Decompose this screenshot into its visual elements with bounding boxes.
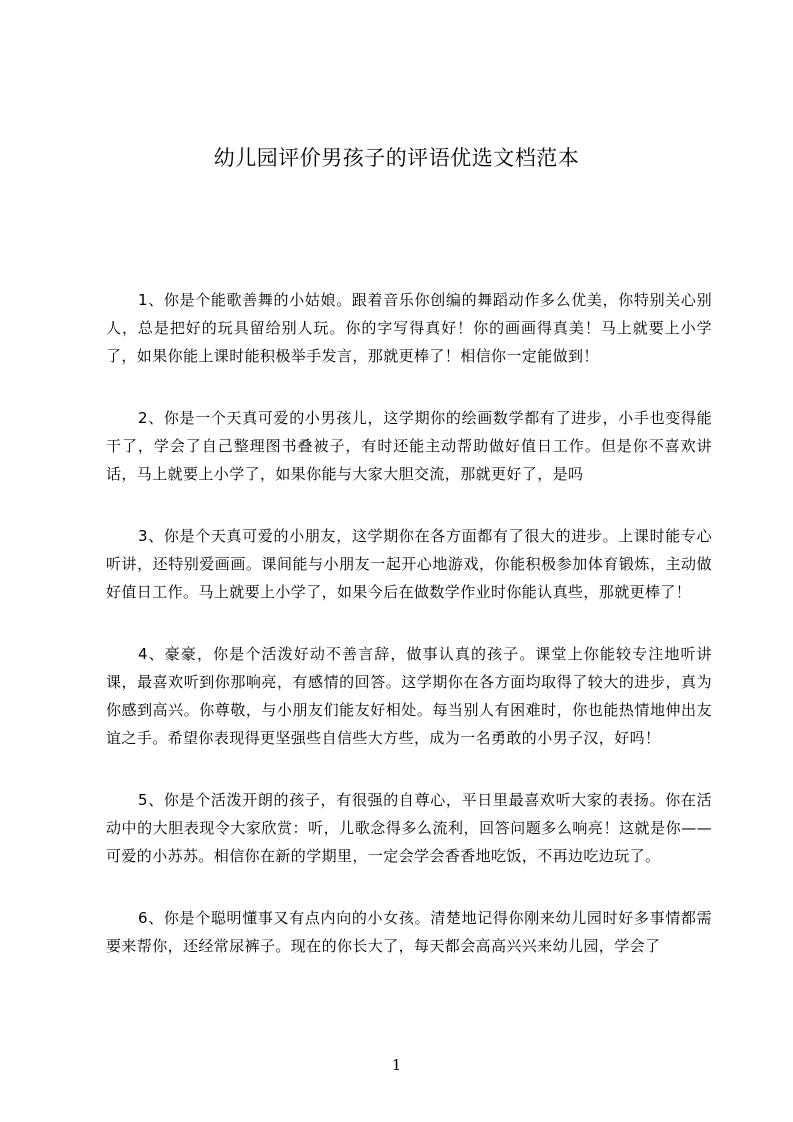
document-body (106, 286, 712, 994)
paragraph-5: 5、你是个活泼开朗的孩子，有很强的自尊心，平日里最喜欢听大家的表扬。你在活动中的大胆表现令大家欣赏：听，儿歌念得多么流利，回答问题多么响亮！这就是你——可爱的小苏苏。相信你在新的学期里，一定会学会香香地吃饭，不再边吃边玩了。 (106, 791, 712, 865)
page-number: 1 (391, 1056, 402, 1074)
paragraph-2: 2、你是一个天真可爱的小男孩儿，这学期你的绘画数学都有了进步，小手也变得能干了，学会了自己整理图书叠被子，有时还能主动帮助做好值日工作。但是你不喜欢讲话，马上就要上小学了，如果你能与大家大胆交流，那就更好了，是吗 (106, 409, 712, 483)
document-title: 幼儿园评价男孩子的评语优选文档范本 (213, 146, 580, 170)
paragraph-6: 6、你是个聪明懂事又有点内向的小女孩。清楚地记得你刚来幼儿园时好多事情都需要来帮你，还经常尿裤子。现在的你长大了，每天都会高高兴兴来幼儿园，学会了 (106, 909, 712, 955)
paragraph-1: 1、你是个能歌善舞的小姑娘。跟着音乐你创编的舞蹈动作多么优美，你特别关心别人，总是把好的玩具留给别人玩。你的字写得真好！你的画画得真美！马上就要上小学了，如果你能上课时能积极举手发言，那就更棒了！相信你一定能做到！ (106, 291, 712, 365)
paragraph-3: 3、你是个天真可爱的小朋友，这学期你在各方面都有了很大的进步。上课时能专心听讲，还特别爱画画。课间能与小朋友一起开心地游戏，你能积极参加体育锻炼，主动做好值日工作。马上就要上小学了，如果今后在做数学作业时你能认真些，那就更棒了！ (106, 527, 712, 601)
paragraph-4: 4、豪豪，你是个活泼好动不善言辞，做事认真的孩子。课堂上你能较专注地听讲课，最喜欢听到你那响亮，有感情的回答。这学期你在各方面均取得了较大的进步，真为你感到高兴。你尊敬，与小朋友们能友好相处。每当别人有困难时，你也能热情地伸出友谊之手。希望你表现得更坚强些自信些大方些，成为一名勇敢的小男子汉，好吗！ (106, 645, 712, 747)
